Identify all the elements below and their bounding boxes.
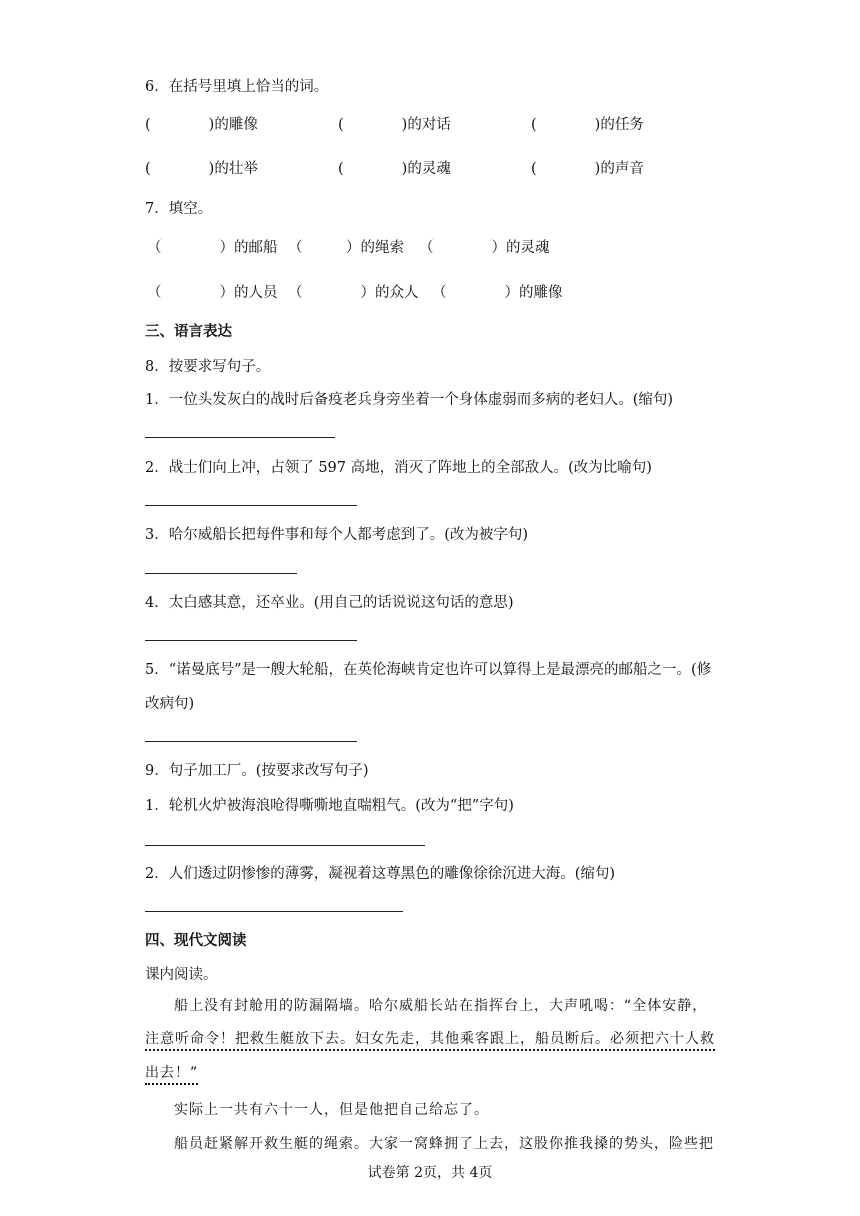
q6-blank-1: ( )的雕像 [145,117,258,133]
q8-item-1: 1．一位头发灰白的战时后备疫老兵身旁坐着一个身体虚弱而多病的老妇人。(缩句) [145,392,674,408]
q6-blank-2: ( )的对话 [338,117,451,133]
answer-line[interactable] [145,911,403,912]
q7-blank-2: （ ）的绳索 [288,240,404,256]
q8-item-5-line1: 5．“诺曼底号”是一艘大轮船，在英伦海峡肯定也许可以算得上是最漂亮的邮船之一。(修 [145,662,712,678]
answer-line[interactable] [145,505,357,506]
passage-line: 船员赶紧解开救生艇的绳索。大家一窝蜂拥了上去，这股你推我搡的势头，险些把 [174,1136,714,1152]
reading-subheading: 课内阅读。 [145,967,218,983]
passage-line-dotted [145,1028,715,1048]
q9-title: 9．句子加工厂。(按要求改写句子) [145,763,369,779]
q8-item-2: 2．战士们向上冲，占领了 597 高地，消灭了阵地上的全部敌人。(改为比喻句) [145,460,652,476]
section3-heading: 三、语言表达 [145,324,232,340]
answer-line[interactable] [145,741,357,742]
q6-title: 6．在括号里填上恰当的词。 [145,79,329,95]
q8-title: 8．按要求写句子。 [145,359,271,375]
q9-item-1: 1．轮机火炉被海浪呛得嘶嘶地直喘粗气。(改为“把”字句) [145,798,514,814]
q9-item-2: 2．人们透过阴惨惨的薄雾，凝视着这尊黑色的雕像徐徐沉进大海。(缩句) [145,866,616,882]
q7-blank-3: （ ）的灵魂 [419,240,550,256]
emphasized-text: 出去！” [145,1065,198,1085]
page-footer: 试卷第 2页，共 4页 [367,1165,493,1181]
q8-item-5-line2: 改病句) [145,696,195,712]
q7-blank-1: （ ）的邮船 [147,240,278,256]
emphasized-text: 注意听命令！把救生艇放下去。妇女先走，其他乘客跟上，船员断后。必须把六十人救 [145,1031,715,1051]
answer-line[interactable] [145,573,297,574]
passage-line: 船上没有封舱用的防漏隔墙。哈尔威船长站在指挥台上，大声吼喝：“全体安静， [174,998,708,1014]
q7-blank-6: （ ）的雕像 [432,285,563,301]
q8-item-3: 3．哈尔威船长把每件事和每个人都考虑到了。(改为被字句) [145,527,529,543]
q6-blank-4: ( )的壮举 [145,161,258,177]
q6-blank-3: ( )的任务 [531,117,644,133]
q7-blank-4: （ ）的人员 [147,285,278,301]
q6-blank-6: ( )的声音 [531,161,644,177]
answer-line[interactable] [145,845,425,846]
answer-line[interactable] [145,437,335,438]
q8-item-4: 4．太白感其意，还卒业。(用自己的话说说这句话的意思) [145,595,514,611]
q7-blank-5: （ ）的众人 [288,285,419,301]
passage-line-dotted [145,1062,198,1082]
passage-line: 实际上一共有六十一人，但是他把自己给忘了。 [174,1102,489,1118]
section4-heading: 四、现代文阅读 [145,933,247,949]
q6-blank-5: ( )的灵魂 [338,161,451,177]
q7-title: 7．填空。 [145,201,213,217]
answer-line[interactable] [145,640,357,641]
